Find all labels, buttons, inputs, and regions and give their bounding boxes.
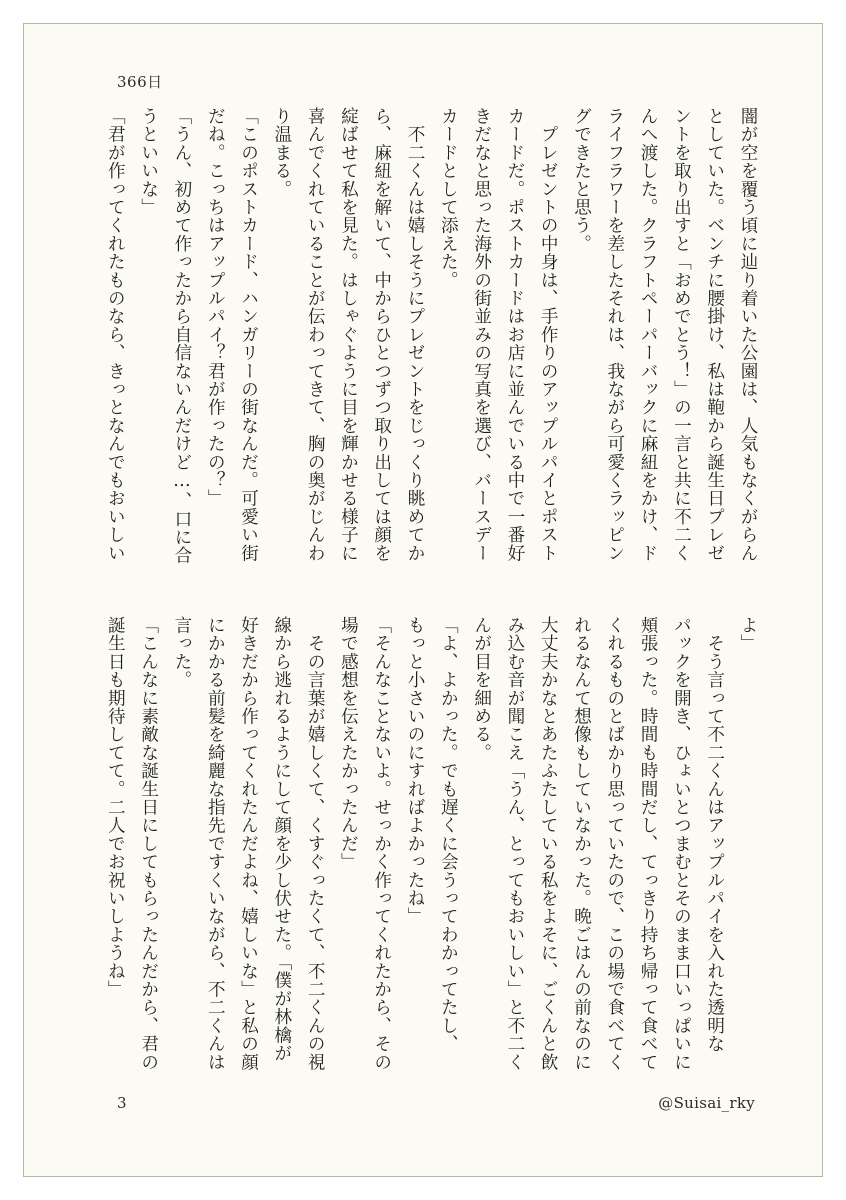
text-line: 誕生日も期待してて。二人でお祝いしようね」 xyxy=(105,616,126,999)
text-line: よ」 xyxy=(738,616,758,653)
bottom-text-block xyxy=(105,616,764,1096)
text-line: カードとして添えた。 xyxy=(438,107,459,289)
top-text-block xyxy=(105,107,764,587)
text-line: もっと小さいのにすればよかったね」 xyxy=(405,616,426,926)
text-line: 綻ばせて私を見た。はしゃぐように目を輝かせる様子に xyxy=(338,107,359,562)
text-line: 言った。 xyxy=(171,616,192,689)
text-line: きだなと思った海外の街並みの写真を選び、バースデー xyxy=(471,107,492,562)
chapter-title: 366日 xyxy=(117,73,163,91)
text-line: み込む音が聞こえ「うん、とってもおいしい」と不二く xyxy=(504,616,525,1071)
text-line: 場で感想を伝えたかったんだ」 xyxy=(338,616,359,871)
text-line: 不二くんは嬉しそうにプレゼントをじっくり眺めてか xyxy=(405,107,426,562)
text-line: 線から逃れるようにして顔を少し伏せた。「僕が林檎が xyxy=(271,616,292,1063)
text-line: 喜んでくれていることが伝わってきて、胸の奥がじんわ xyxy=(305,107,326,562)
text-line: 大丈夫かなとあたふたしている私をよそに、ごくんと飲 xyxy=(538,616,559,1071)
text-line: んが目を細める。 xyxy=(471,616,492,762)
text-line: 「君が作ってくれたものなら、きっとなんでもおいしい xyxy=(105,107,126,562)
text-line: 「このポストカード、ハンガリーの街なんだ。可愛い街 xyxy=(238,107,259,562)
text-line: り温まる。 xyxy=(271,107,292,198)
text-line: にかかる前髪を綺麗な指先ですくいながら、不二くんは xyxy=(205,616,226,1071)
text-line: としていた。ベンチに腰掛け、私は鞄から誕生日プレゼ xyxy=(704,107,725,562)
text-line: 「そんなことないよ。せっかく作ってくれたから、その xyxy=(371,616,392,1071)
text-line: 頬張った。時間も時間だし、てっきり持ち帰って食べて xyxy=(638,616,659,1071)
text-line: そう言って不二くんはアップルパイを入れた透明な xyxy=(704,616,725,1053)
text-line: れるなんて想像もしていなかった。晩ごはんの前なのに xyxy=(571,616,592,1071)
text-line: 闇が空を覆う頃に辿り着いた公園は、人気もなくがらん xyxy=(738,107,758,562)
text-line: ライフラワーを差したそれは、我ながら可愛くラッピン xyxy=(604,107,625,562)
text-line: カードだ。ポストカードはお店に並んでいる中で一番好 xyxy=(504,107,525,562)
author-handle: @Suisai_rky xyxy=(658,1094,755,1112)
text-line: くれるものとばかり思っていたので、この場で食べてく xyxy=(604,616,625,1071)
page-number: 3 xyxy=(117,1094,127,1112)
text-line: パックを開き、ひょいとつまむとそのまま口いっぱいに xyxy=(671,616,692,1071)
book-page xyxy=(23,23,823,1177)
text-line: ら、麻紐を解いて、中からひとつずつ取り出しては顔を xyxy=(371,107,392,562)
text-line: ントを取り出すと「おめでとう！」の一言と共に不二く xyxy=(671,107,692,562)
text-line: うといいな」 xyxy=(138,107,159,217)
text-line: 「よ、よかった。でも遅くに会うってわかってたし、 xyxy=(438,616,459,1053)
text-line: 「こんなに素敵な誕生日にしてもらったんだから、君の xyxy=(138,616,159,1071)
text-line: んへ渡した。クラフトペーパーバックに麻紐をかけ、ド xyxy=(638,107,659,562)
text-line: 好きだから作ってくれたんだよね、嬉しいな」と私の顔 xyxy=(238,616,259,1071)
text-line: グできたと思う。 xyxy=(571,107,592,253)
text-line: 「うん、初めて作ったから自信ないんだけど…、口に合 xyxy=(171,107,192,565)
text-line: だね。こっちはアップルパイ？君が作ったの？」 xyxy=(205,107,226,508)
text-line: その言葉が嬉しくて、くすぐったくて、不二くんの視 xyxy=(305,616,326,1071)
text-line: プレゼントの中身は、手作りのアップルパイとポスト xyxy=(538,107,559,562)
